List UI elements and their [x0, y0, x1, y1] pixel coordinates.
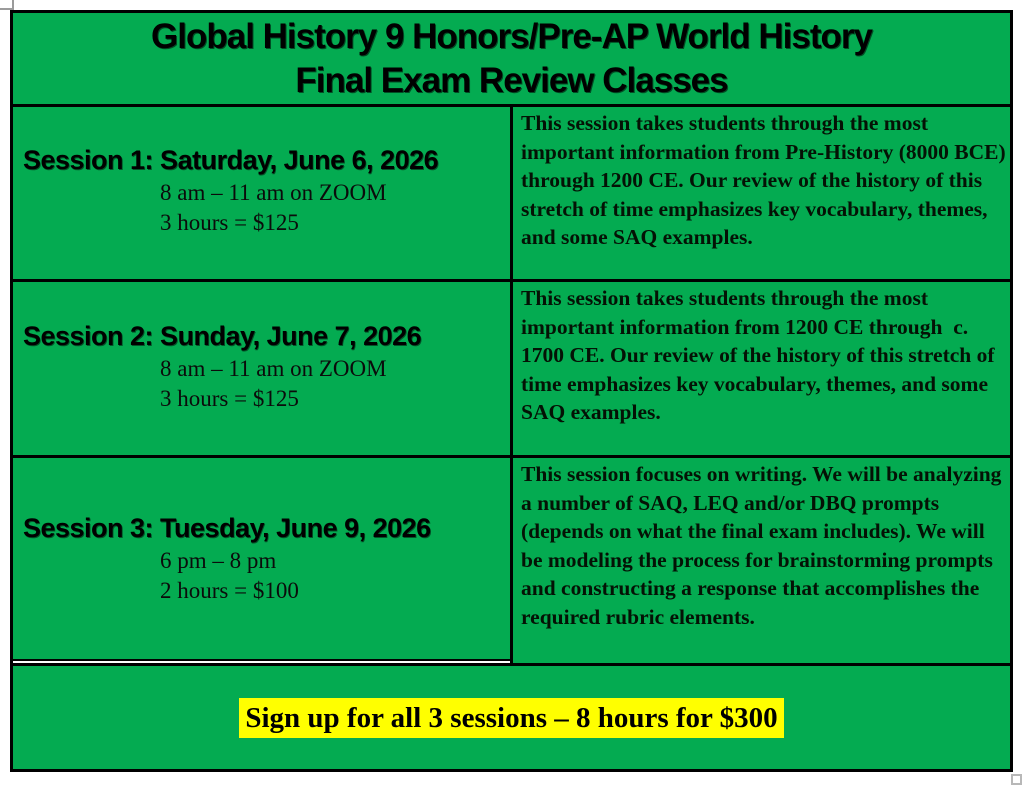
session-1-time: 8 am – 11 am on ZOOM	[160, 180, 387, 205]
session-3-schedule-cell	[13, 458, 513, 663]
session-1-row	[13, 107, 1010, 282]
session-3-time: 6 pm – 8 pm	[160, 547, 277, 573]
table-move-handle[interactable]	[0, 0, 14, 10]
session-1-header: Session 1: Saturday, June 6, 2026	[23, 145, 439, 175]
session-2-row	[13, 282, 1010, 458]
table-title-cell	[13, 13, 1010, 107]
title-line-1: Global History 9 Honors/Pre-AP World History	[151, 16, 872, 56]
session-2-schedule-cell	[13, 282, 513, 455]
session-2-header: Session 2: Sunday, June 7, 2026	[23, 320, 422, 351]
session-2-description-cell	[513, 282, 1010, 455]
session-3-description: This session focuses on writing. We will be analyzing a number of SAQ, LEQ and/or DBQ prompts (depends on what the final exam includes). We will be modeling the process for brainstorming prompts and constructing a response that accomplishes the required rubric elements.	[521, 462, 1002, 629]
session-1-price: 3 hours = $125	[160, 210, 299, 235]
session-2-price: 3 hours = $125	[160, 385, 299, 411]
session-1-schedule-cell	[13, 107, 513, 279]
session-1-description: This session takes students through the most important information from Pre-History (8000 BCE) through 1200 CE. Our review of the history of this stretch of time emphasizes key vocabulary, themes, and some SAQ examples.	[521, 111, 1006, 249]
session-3-header: Session 3: Tuesday, June 9, 2026	[23, 512, 431, 543]
signup-highlight-text: Sign up for all 3 sessions – 8 hours for $300	[239, 698, 783, 738]
session-2-description: This session takes students through the most important information from 1200 CE through c. 1700 CE. Our review of the history of this stretch of time emphasizes key vocabulary, themes, and some SAQ examples.	[521, 286, 995, 424]
review-classes-table	[10, 10, 1013, 772]
signup-row	[13, 666, 1010, 769]
session-2-time: 8 am – 11 am on ZOOM	[160, 355, 387, 381]
title-line-2: Final Exam Review Classes	[295, 60, 728, 100]
session-1-description-cell	[513, 107, 1010, 279]
session-3-row	[13, 458, 1010, 666]
session-3-description-cell	[513, 458, 1010, 663]
table-resize-handle[interactable]	[1011, 774, 1022, 785]
session-3-price: 2 hours = $100	[160, 577, 299, 603]
